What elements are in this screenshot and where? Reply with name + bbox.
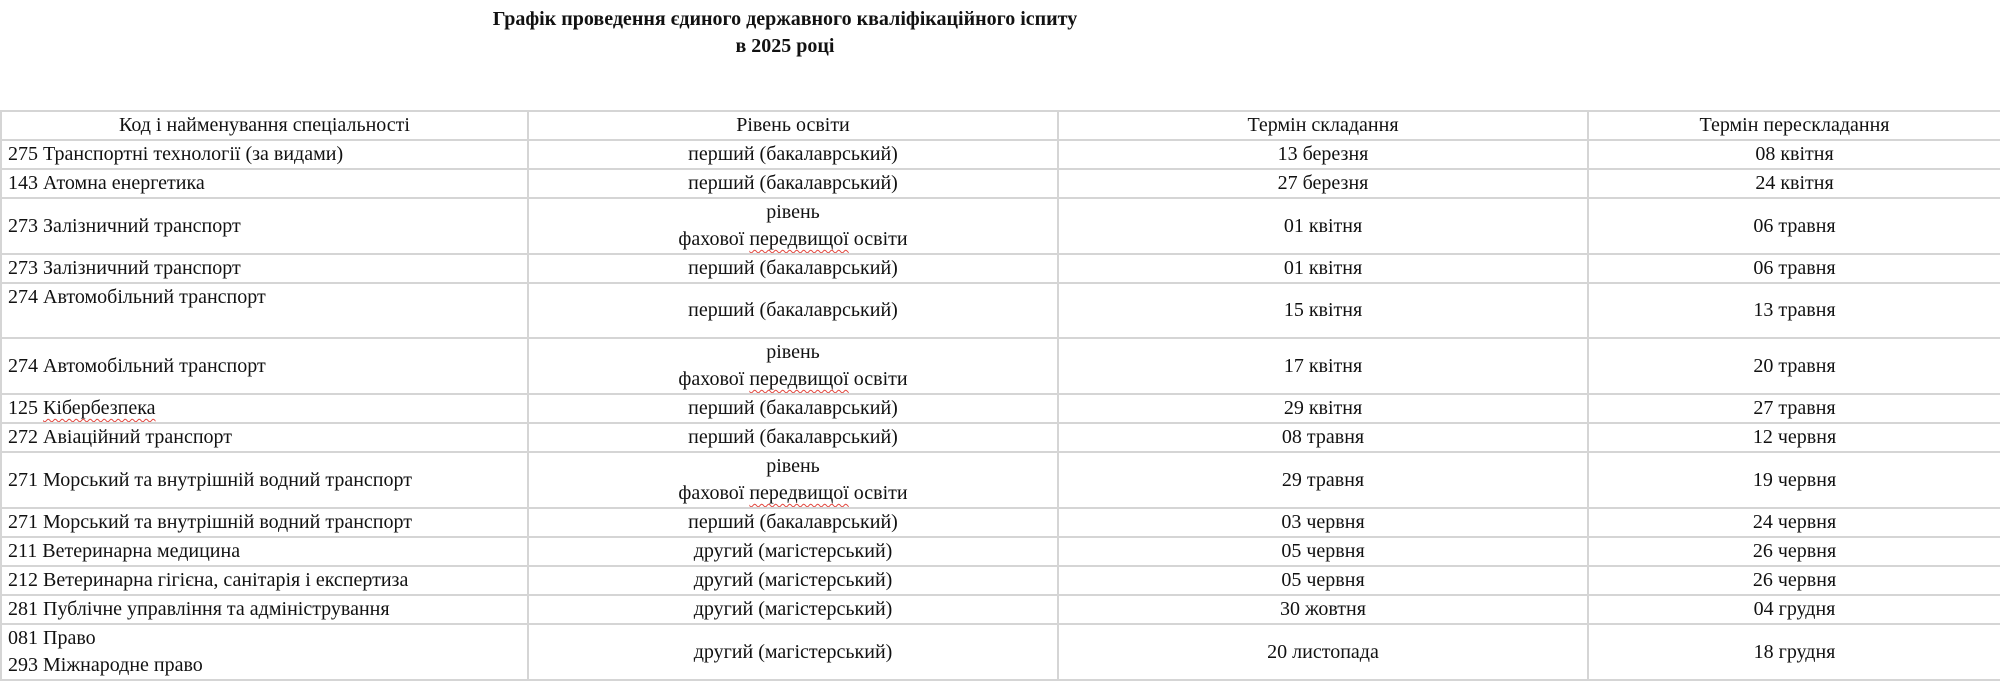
specialty-cell: 273 Залізничний транспорт (1, 254, 528, 283)
exam-schedule-table (0, 110, 2000, 681)
retake-date-cell: 24 квітня (1588, 169, 2000, 198)
retake-date-cell: 18 грудня (1588, 624, 2000, 680)
specialty-cell: 281 Публічне управління та адміністрування (1, 595, 528, 624)
specialty-line-2: 293 Міжнародне право (8, 654, 203, 676)
title-line-1: Графік проведення єдиного державного кваліфікаційного іспиту (492, 8, 1078, 30)
table-row (1, 283, 2000, 338)
retake-date-cell: 26 червня (1588, 566, 2000, 595)
education-level-cell: перший (бакалаврський) (528, 169, 1058, 198)
table-row (1, 254, 2000, 283)
retake-date-cell: 24 червня (1588, 508, 2000, 537)
level-word-spellcheck: передвищої (749, 228, 849, 250)
retake-date-cell: 06 травня (1588, 198, 2000, 254)
education-level-line-1: рівень (766, 455, 820, 477)
level-word: освіти (848, 228, 908, 250)
header-retake-date: Термін перескладання (1588, 111, 2000, 140)
exam-date-cell: 17 квітня (1058, 338, 1588, 394)
exam-date-cell: 29 травня (1058, 452, 1588, 508)
education-level-cell: перший (бакалаврський) (528, 394, 1058, 423)
education-level-line-1: рівень (766, 341, 820, 363)
exam-date-cell: 30 жовтня (1058, 595, 1588, 624)
table-row (1, 508, 2000, 537)
retake-date-cell: 12 червня (1588, 423, 2000, 452)
table-row (1, 624, 2000, 680)
exam-date-cell: 01 квітня (1058, 198, 1588, 254)
exam-date-cell: 20 листопада (1058, 624, 1588, 680)
education-level-line-1: рівень (766, 201, 820, 223)
retake-date-cell: 27 травня (1588, 394, 2000, 423)
header-education-level: Рівень освіти (528, 111, 1058, 140)
level-word: фахової (678, 482, 750, 504)
education-level-cell: другий (магістерський) (528, 537, 1058, 566)
exam-date-cell: 01 квітня (1058, 254, 1588, 283)
table-row (1, 338, 2000, 394)
exam-date-cell: 05 червня (1058, 566, 1588, 595)
education-level-cell: перший (бакалаврський) (528, 423, 1058, 452)
table-row (1, 140, 2000, 169)
education-level-cell: перший (бакалаврський) (528, 140, 1058, 169)
education-level-cell: другий (магістерський) (528, 624, 1058, 680)
education-level-cell: другий (магістерський) (528, 566, 1058, 595)
level-word: освіти (848, 482, 908, 504)
education-level-cell: перший (бакалаврський) (528, 508, 1058, 537)
specialty-line-1: 081 Право (8, 627, 96, 649)
education-level-cell: другий (магістерський) (528, 595, 1058, 624)
level-word: освіти (848, 368, 908, 390)
education-level-cell: перший (бакалаврський) (528, 254, 1058, 283)
exam-date-cell: 13 березня (1058, 140, 1588, 169)
document-title (330, 6, 1240, 60)
level-word: фахової (678, 368, 750, 390)
exam-date-cell: 08 травня (1058, 423, 1588, 452)
specialty-cell: 212 Ветеринарна гігієна, санітарія і експертиза (1, 566, 528, 595)
table-row (1, 452, 2000, 508)
level-word-spellcheck: передвищої (749, 482, 849, 504)
exam-date-cell: 03 червня (1058, 508, 1588, 537)
specialty-cell: 211 Ветеринарна медицина (1, 537, 528, 566)
exam-date-cell: 27 березня (1058, 169, 1588, 198)
header-row (1, 111, 2000, 140)
education-level-cell (528, 452, 1058, 508)
table-row (1, 198, 2000, 254)
table-row (1, 537, 2000, 566)
retake-date-cell: 06 травня (1588, 254, 2000, 283)
retake-date-cell: 19 червня (1588, 452, 2000, 508)
education-level-line-2 (535, 366, 1051, 393)
specialty-cell: 274 Автомобільний транспорт (1, 283, 528, 338)
specialty-cell (1, 394, 528, 423)
retake-date-cell: 20 травня (1588, 338, 2000, 394)
education-level-cell: перший (бакалаврський) (528, 283, 1058, 338)
retake-date-cell: 04 грудня (1588, 595, 2000, 624)
specialty-cell: 272 Авіаційний транспорт (1, 423, 528, 452)
retake-date-cell: 13 травня (1588, 283, 2000, 338)
specialty-cell: 275 Транспортні технології (за видами) (1, 140, 528, 169)
education-level-line-2 (535, 226, 1051, 253)
table-row (1, 169, 2000, 198)
table-row (1, 566, 2000, 595)
exam-date-cell: 05 червня (1058, 537, 1588, 566)
specialty-cell: 143 Атомна енергетика (1, 169, 528, 198)
retake-date-cell: 26 червня (1588, 537, 2000, 566)
specialty-cell: 273 Залізничний транспорт (1, 198, 528, 254)
exam-date-cell: 29 квітня (1058, 394, 1588, 423)
education-level-line-2 (535, 480, 1051, 507)
specialty-cell (1, 624, 528, 680)
header-specialty: Код і найменування спеціальності (1, 111, 528, 140)
specialty-cell: 274 Автомобільний транспорт (1, 338, 528, 394)
specialty-cell: 271 Морський та внутрішній водний транспорт (1, 508, 528, 537)
education-level-cell (528, 338, 1058, 394)
education-level-cell (528, 198, 1058, 254)
specialty-name-spellcheck: Кібербезпека (43, 397, 156, 419)
table-row (1, 394, 2000, 423)
level-word: фахової (678, 228, 750, 250)
specialty-code: 125 (8, 397, 43, 419)
exam-date-cell: 15 квітня (1058, 283, 1588, 338)
title-line-2: в 2025 році (735, 35, 835, 57)
retake-date-cell: 08 квітня (1588, 140, 2000, 169)
table-row (1, 423, 2000, 452)
header-exam-date: Термін складання (1058, 111, 1588, 140)
level-word-spellcheck: передвищої (749, 368, 849, 390)
specialty-cell: 271 Морський та внутрішній водний транспорт (1, 452, 528, 508)
table-row (1, 595, 2000, 624)
